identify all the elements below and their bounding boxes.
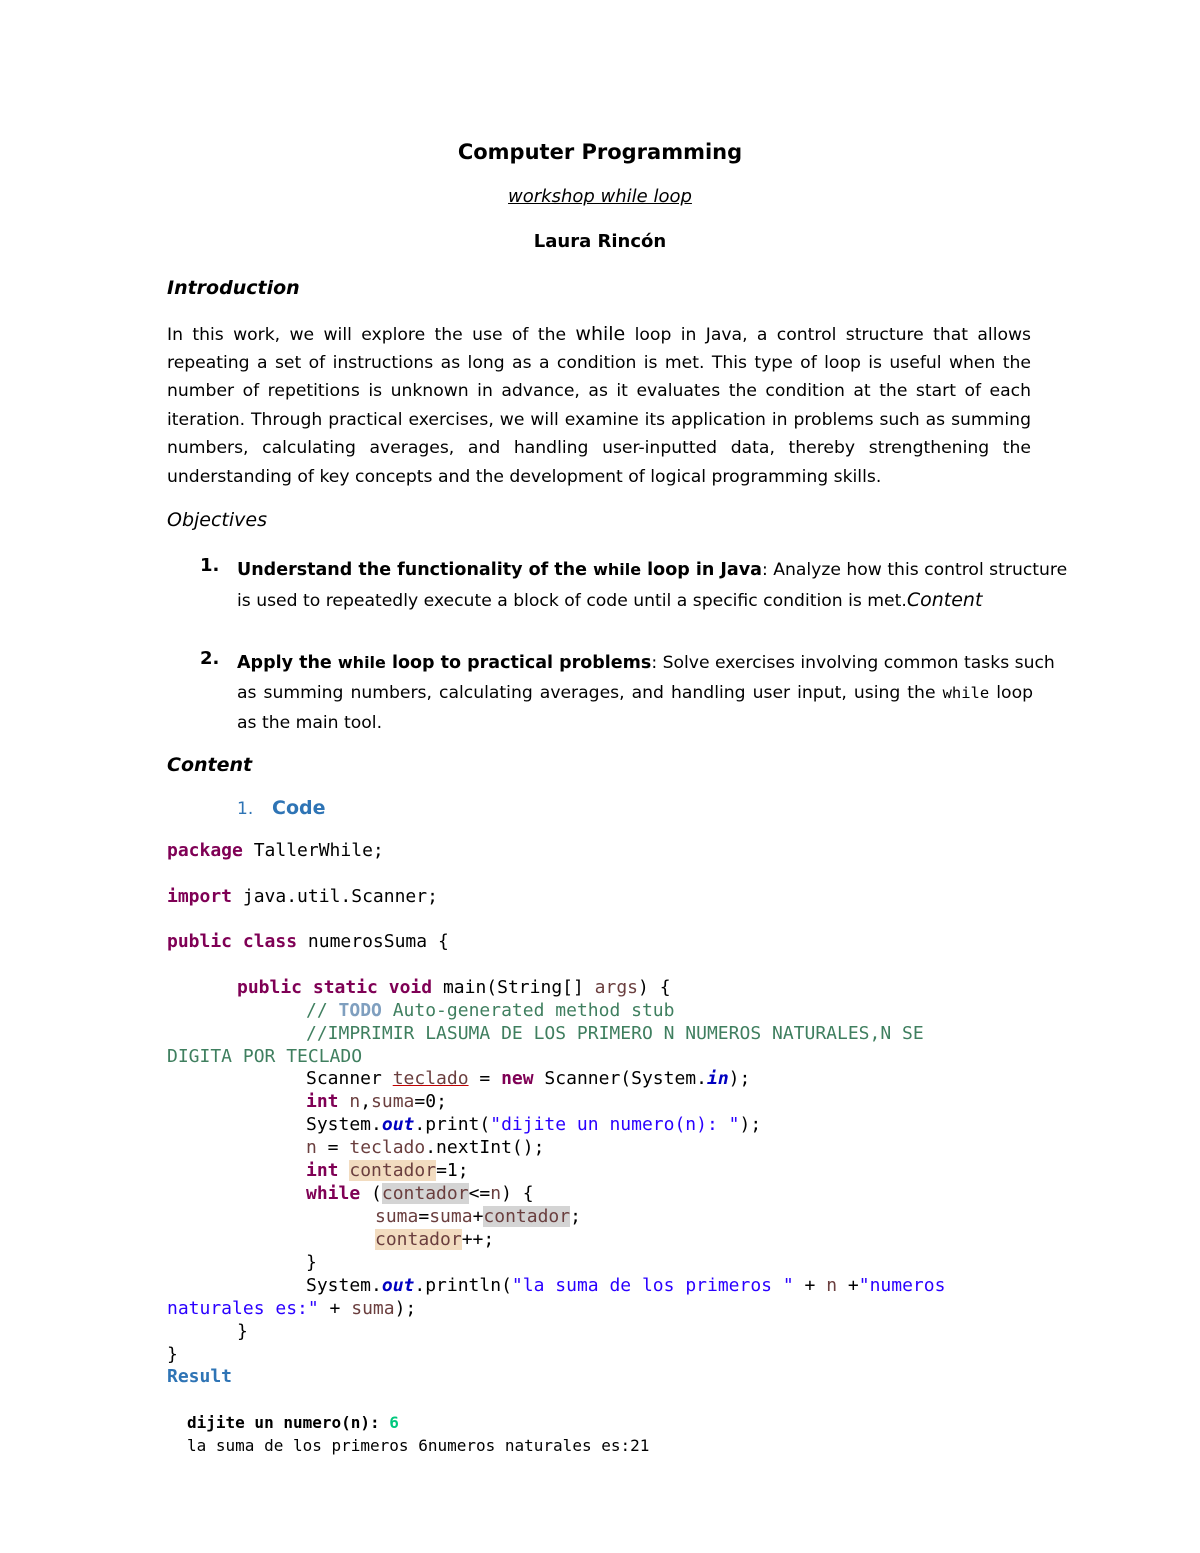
result-heading: Result [167, 1366, 233, 1387]
code-section-number: 1. [237, 799, 254, 819]
code-line: n = teclado.nextInt(); [306, 1137, 545, 1158]
code-line: import java.util.Scanner; [167, 886, 438, 907]
code-line: } [237, 1321, 248, 1342]
objective-text: Understand the functionality of the while loop in Java: Analyze how this control structure is used to repeatedly execute a block of code until a specific condition is met.Content [237, 560, 1068, 611]
objective-number: 1. [200, 555, 220, 576]
introduction-paragraph: In this work, we will explore the use of the while loop in Java, a control structure that allows repeating a set of instructions as long as a condition is met. This type of loop is useful when the number of repetitions is unknown in advance, as it evaluates the condition at the start of each iteration. Through practical exercises, we will examine its application in problems such as summing numbers, calculating averages, and handling user-inputted data, thereby strengthening the understanding of key concepts and the development of logical programming skills. [167, 323, 1032, 487]
objective-text: Apply the while loop to practical problems: Solve exercises involving common tasks such as summing numbers, calculating averages, and handling user input, using the while loop as the main tool. [237, 653, 1055, 733]
code-line: } [167, 1344, 178, 1365]
document-title: Computer Programming [457, 140, 743, 164]
code-section-heading: Code [272, 797, 326, 819]
author-name: Laura Rincón [533, 231, 667, 252]
code-line: System.out.print("dijite un numero(n): "); [306, 1114, 762, 1135]
code-comment: // TODO Auto-generated method stub [306, 1000, 675, 1021]
code-line: public static void main(String[] args) { [237, 977, 671, 998]
introduction-heading: Introduction [167, 277, 300, 299]
objective-number: 2. [200, 648, 220, 669]
code-line: int contador=1; [306, 1160, 469, 1181]
code-line: System.out.println("la suma de los primeros " + n +"numeros [306, 1275, 946, 1296]
code-line: int n,suma=0; [306, 1091, 447, 1112]
code-line: while (contador<=n) { [306, 1183, 534, 1204]
code-comment: //IMPRIMIR LASUMA DE LOS PRIMERO N NUMEROS NATURALES,N SE [306, 1023, 924, 1044]
code-line: public class numerosSuma { [167, 931, 449, 952]
objectives-heading: Objectives [167, 509, 267, 531]
document-subtitle: workshop while loop [508, 186, 692, 207]
console-line: la suma de los primeros 6numeros naturales es:21 [187, 1436, 650, 1455]
code-line: package TallerWhile; [167, 840, 384, 861]
code-line: Scanner teclado = new Scanner(System.in); [306, 1068, 751, 1089]
content-heading: Content [167, 754, 253, 776]
code-comment: DIGITA POR TECLADO [167, 1046, 363, 1067]
code-line: suma=suma+contador; [375, 1206, 581, 1227]
console-line: dijite un numero(n): 6 [187, 1413, 399, 1432]
code-line: } [306, 1252, 317, 1273]
code-line: naturales es:" + suma); [167, 1298, 417, 1319]
code-line: contador++; [375, 1229, 495, 1250]
